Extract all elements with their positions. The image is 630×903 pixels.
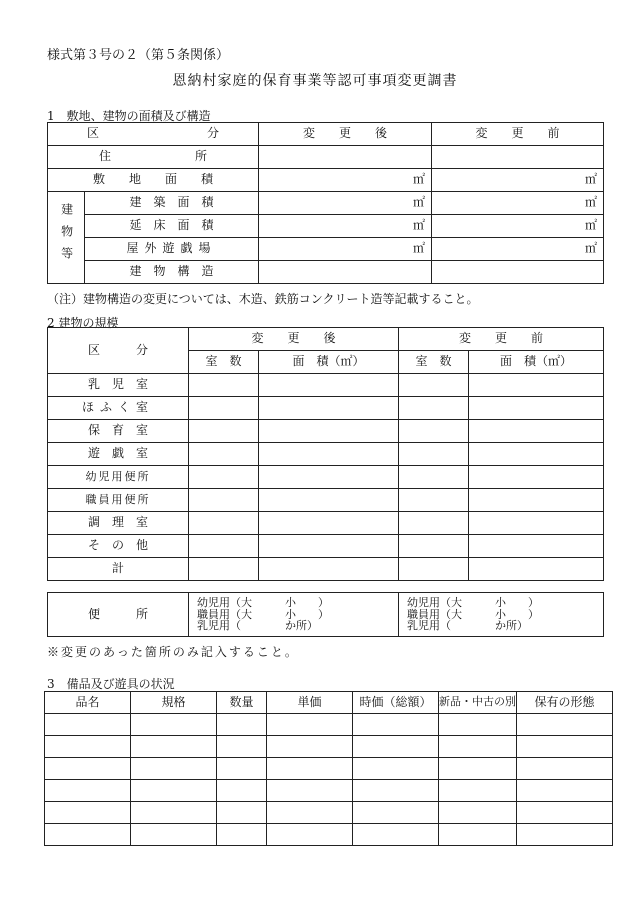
s2-cell[interactable] [469,443,604,466]
s2-cell[interactable] [399,558,469,581]
s3-cell[interactable] [45,758,131,780]
section3-heading: 3 備品及び遊具の状況 [47,677,175,691]
s3-cell[interactable] [267,802,353,824]
s3-cell[interactable] [131,714,217,736]
s2-cell[interactable] [469,512,604,535]
s3-cell[interactable] [353,736,439,758]
s1-after-header: 変 更 後 [259,123,432,146]
s3-cell[interactable] [267,758,353,780]
s2-cell[interactable] [189,374,259,397]
s3-cell[interactable] [353,758,439,780]
s1-cell[interactable]: ㎡ [432,238,604,261]
s3-col-header: 時価（総額） [353,692,439,714]
s1-cell[interactable]: ㎡ [432,215,604,238]
s1-before-header: 変 更 前 [432,123,604,146]
s2-row-label: 乳 児 室 [48,374,189,397]
s3-cell[interactable] [439,736,517,758]
s1-kubun-header: 区 分 [48,123,259,146]
s3-cell[interactable] [131,758,217,780]
s2-cell[interactable] [399,443,469,466]
s1-row-label: 建 物 構 造 [85,261,259,284]
s3-col-header: 品名 [45,692,131,714]
toilet-line: 乳児用（ か所） [407,619,528,633]
section2-table [47,327,604,581]
s3-cell[interactable] [517,714,613,736]
s3-cell[interactable] [45,736,131,758]
s3-cell[interactable] [131,802,217,824]
s2-rooms-header: 室 数 [189,351,259,374]
s2-cell[interactable] [259,535,399,558]
s2-row-label: 職員用便所 [48,489,189,512]
s2-cell[interactable] [399,397,469,420]
s1-cell[interactable] [432,261,604,284]
s1-cell[interactable]: ㎡ [259,238,432,261]
s3-cell[interactable] [439,802,517,824]
toilet-table [47,592,604,637]
s2-cell[interactable] [399,512,469,535]
s2-cell[interactable] [469,489,604,512]
s1-cell[interactable]: ㎡ [259,215,432,238]
s2-cell[interactable] [259,466,399,489]
s2-cell[interactable] [399,489,469,512]
s2-cell[interactable] [469,420,604,443]
s3-cell[interactable] [517,780,613,802]
s2-row-label: そ の 他 [48,535,189,558]
section1-heading: 1 敷地、建物の面積及び構造 [47,109,211,123]
s2-cell[interactable] [399,374,469,397]
s3-cell[interactable] [439,824,517,846]
s3-cell[interactable] [217,736,267,758]
s3-cell[interactable] [267,824,353,846]
s2-cell[interactable] [189,397,259,420]
s2-area-header: 面 積（㎡） [469,351,604,374]
s3-col-header: 規格 [131,692,217,714]
s3-cell[interactable] [517,802,613,824]
s3-cell[interactable] [217,758,267,780]
s2-row-label: ほふく室 [48,397,189,420]
toilet-before[interactable] [399,593,604,637]
s3-cell[interactable] [353,714,439,736]
s3-col-header: 新品・中古の別 [439,692,517,714]
s2-cell[interactable] [469,397,604,420]
s2-cell[interactable] [399,535,469,558]
s2-cell[interactable] [189,443,259,466]
s2-cell[interactable] [469,535,604,558]
s3-cell[interactable] [131,824,217,846]
s2-cell[interactable] [189,512,259,535]
page-title: 恩納村家庭的保育事業等認可事項変更調書 [172,73,458,89]
s2-cell[interactable] [259,489,399,512]
s1-site-area-before[interactable]: ㎡ [432,169,604,192]
s2-row-label: 遊 戯 室 [48,443,189,466]
s3-cell[interactable] [45,714,131,736]
s2-cell[interactable] [399,420,469,443]
s3-cell[interactable] [439,758,517,780]
toilet-label: 便 所 [48,593,189,637]
s2-cell[interactable] [189,535,259,558]
s1-cell[interactable]: ㎡ [259,192,432,215]
toilet-line: 職員用（大 小 ） [407,607,539,621]
s2-cell[interactable] [469,374,604,397]
s2-cell[interactable] [259,420,399,443]
s3-col-header: 単価 [267,692,353,714]
s2-cell[interactable] [259,512,399,535]
s2-cell[interactable] [259,397,399,420]
s3-cell[interactable] [45,824,131,846]
section2-heading: 2 建物の規模 [47,316,119,330]
s1-site-area-after[interactable]: ㎡ [259,169,432,192]
s1-cell[interactable] [259,261,432,284]
s3-cell[interactable] [131,736,217,758]
s2-row-label: 保 育 室 [48,420,189,443]
s2-before-header: 変 更 前 [399,328,604,351]
s1-address-label: 住 所 [48,146,259,169]
s2-cell[interactable] [189,466,259,489]
s1-site-area-label: 敷 地 面 積 [48,169,259,192]
s2-cell[interactable] [259,558,399,581]
s2-cell[interactable] [189,489,259,512]
s3-cell[interactable] [267,736,353,758]
s3-cell[interactable] [517,736,613,758]
section3-table [44,691,613,846]
s1-row-label: 延 床 面 積 [85,215,259,238]
s3-cell[interactable] [353,824,439,846]
s3-cell[interactable] [267,714,353,736]
s2-cell[interactable] [399,466,469,489]
toilet-line: 幼児用（大 小 ） [407,596,539,610]
s2-kubun-header: 区 分 [48,328,189,374]
s3-cell[interactable] [217,824,267,846]
s1-row-label: 屋外遊戯場 [85,238,259,261]
s1-cell[interactable]: ㎡ [432,192,604,215]
toilet-line: 職員用（大 小 ） [197,607,329,621]
s3-cell[interactable] [353,780,439,802]
s3-cell[interactable] [217,714,267,736]
s1-row-label: 建 築 面 積 [85,192,259,215]
section1-table [47,122,604,284]
s2-row-label-total: 計 [48,558,189,581]
s1-address-after[interactable] [259,146,432,169]
s3-col-header: 数量 [217,692,267,714]
s3-cell[interactable] [517,824,613,846]
s1-address-before[interactable] [432,146,604,169]
s3-col-header: 保有の形態 [517,692,613,714]
s3-cell[interactable] [45,802,131,824]
toilet-line: 幼児用（大 小 ） [197,596,329,610]
s3-cell[interactable] [439,714,517,736]
s2-after-header: 変 更 後 [189,328,399,351]
toilet-line: 乳児用（ か所） [197,619,318,633]
s3-cell[interactable] [217,802,267,824]
section1-note: （注）建物構造の変更については、木造、鉄筋コンクリート造等記載すること。 [47,292,479,306]
s3-cell[interactable] [267,780,353,802]
s3-cell[interactable] [131,780,217,802]
s2-row-label: 幼児用便所 [48,466,189,489]
s2-cell[interactable] [259,374,399,397]
s2-cell[interactable] [189,558,259,581]
s3-cell[interactable] [45,780,131,802]
s2-row-label: 調 理 室 [48,512,189,535]
s2-rooms-header: 室 数 [399,351,469,374]
s2-area-header: 面 積（㎡） [259,351,399,374]
s2-cell[interactable] [469,558,604,581]
s1-building-group-label: 建物等 [48,192,85,284]
toilet-after[interactable] [189,593,399,637]
section2-note: ※変更のあった箇所のみ記入すること。 [47,645,299,659]
s2-cell[interactable] [189,420,259,443]
s3-cell[interactable] [353,802,439,824]
s2-cell[interactable] [259,443,399,466]
s2-cell[interactable] [469,466,604,489]
s3-cell[interactable] [517,758,613,780]
s3-cell[interactable] [439,780,517,802]
form-number: 様式第３号の２（第５条関係） [47,48,230,63]
s3-cell[interactable] [217,780,267,802]
